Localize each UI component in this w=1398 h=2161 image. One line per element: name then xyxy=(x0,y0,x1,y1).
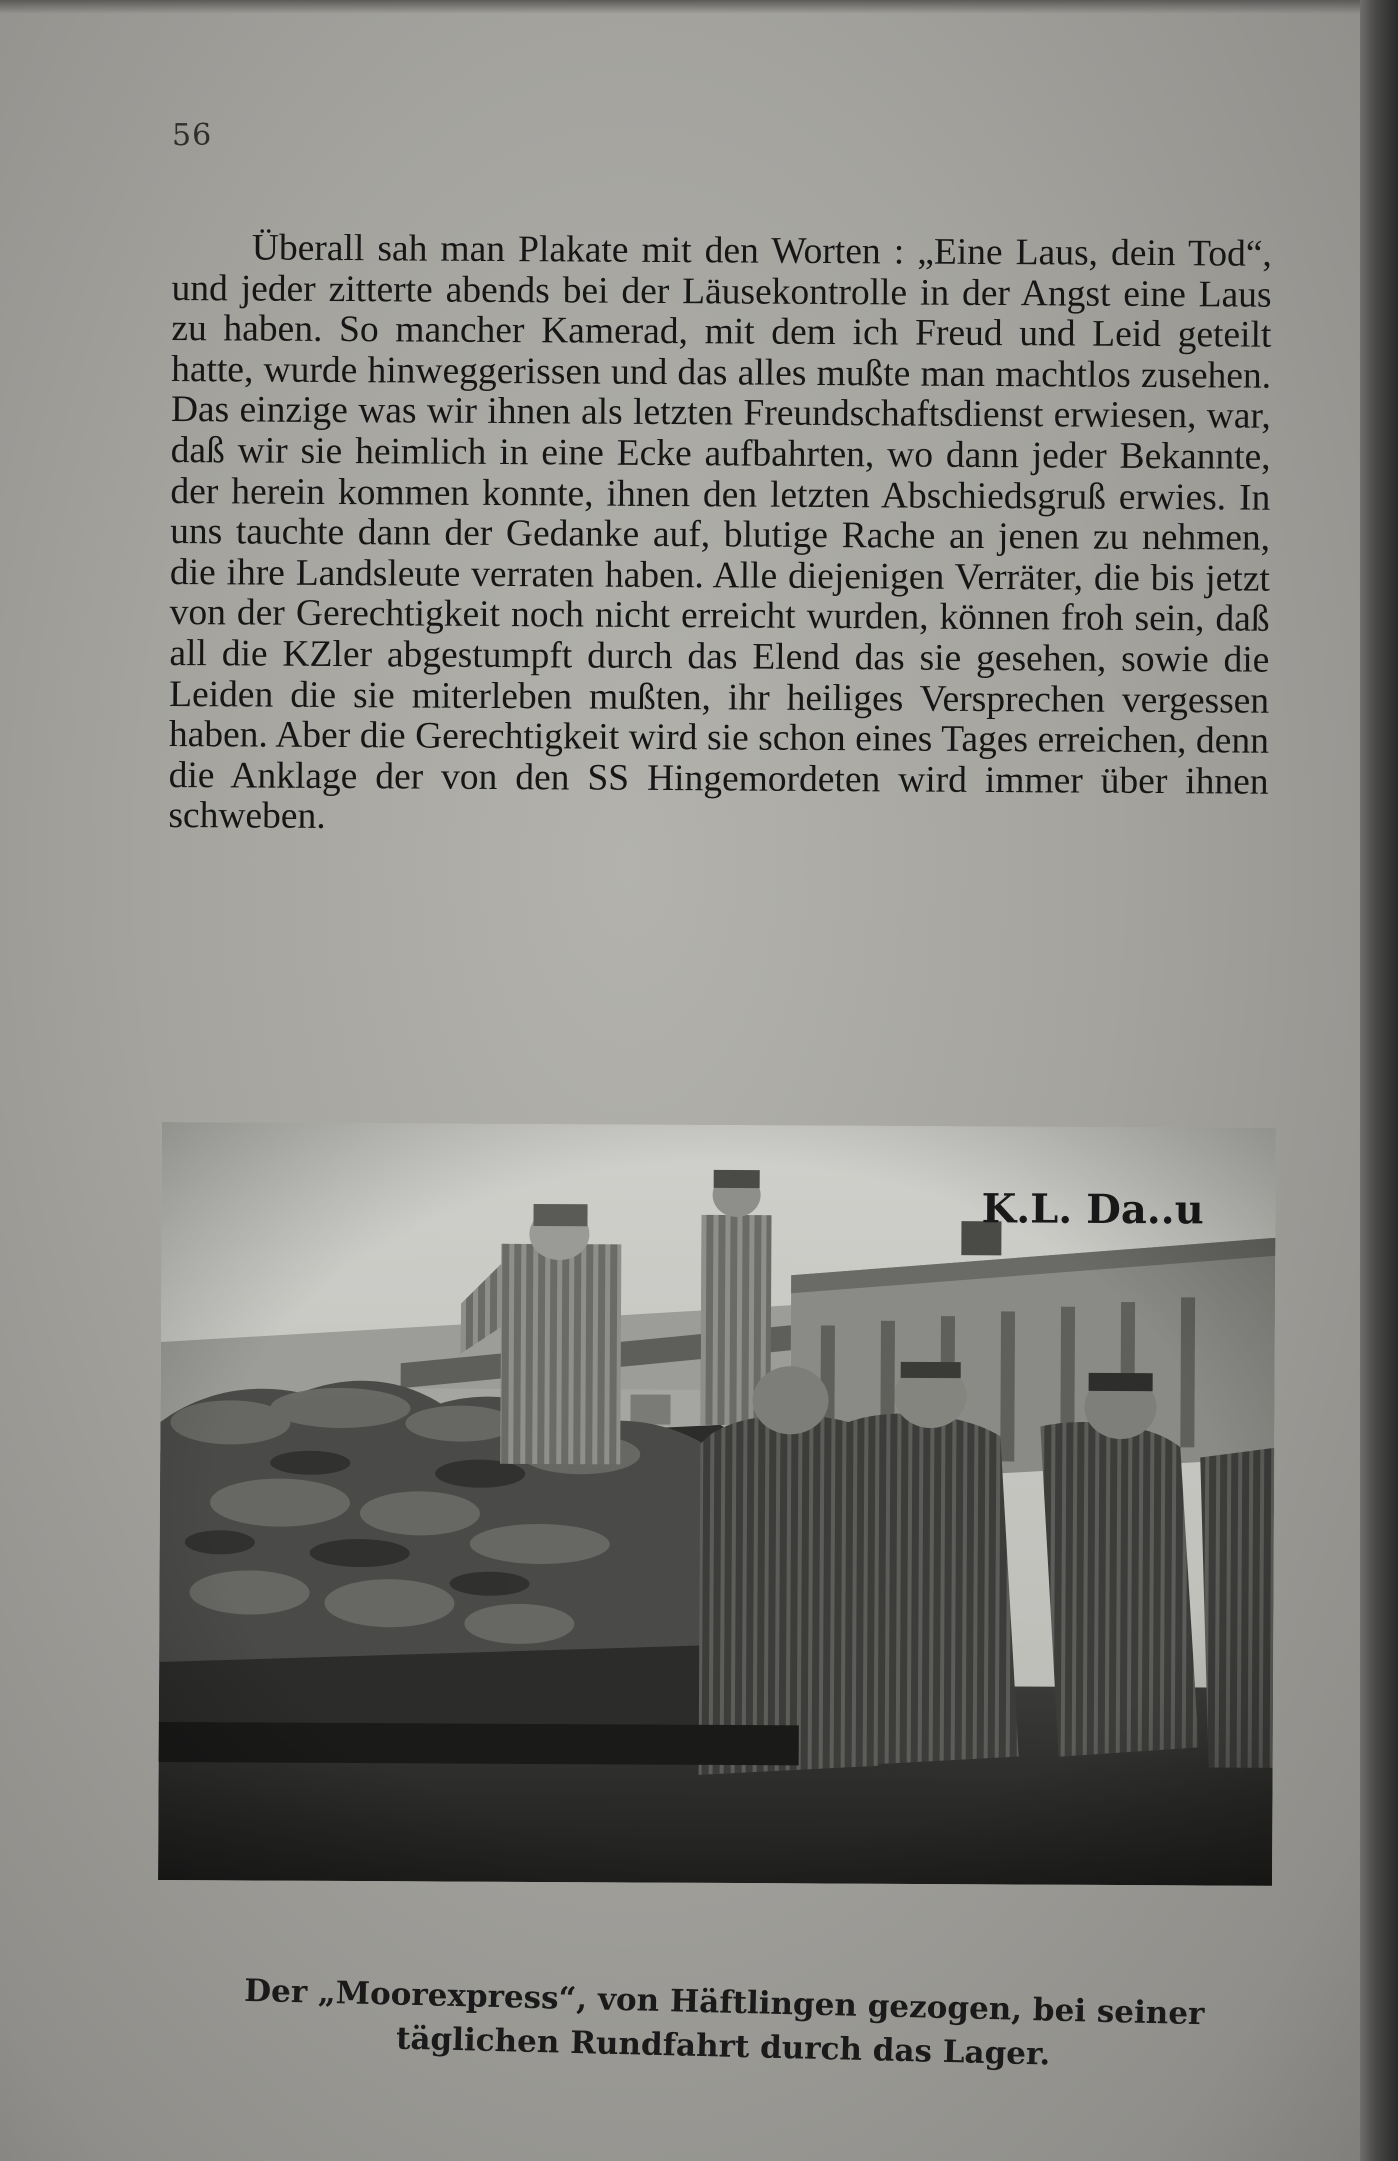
page-shadow-top xyxy=(0,0,1398,14)
page-number: 56 xyxy=(172,118,213,153)
photo-caption xyxy=(208,1968,1240,2081)
photograph xyxy=(158,1122,1276,1886)
photo-image xyxy=(158,1122,1276,1886)
caption-line-2: täglichen Rundfahrt durch das Lager. xyxy=(395,2020,1051,2073)
page-shadow-right xyxy=(1360,0,1398,2161)
caption-line-1: Der „Moorexpress“, von Häftlingen gezogen, bei seiner xyxy=(243,1972,1205,2033)
body-paragraph: Überall sah man Plakate mit den Worten : „Eine Laus, dein Tod“, und jeder zitterte abends bei der Läusekontrolle in der Angst eine Laus zu haben. So mancher Kamerad, mit dem ich Freud und Leid geteilt hatte, wurde hinweggerissen und das alles mußte man machtlos zusehen. Das einzige was wir ihnen als letzten Freundschaftsdienst erwiesen, war, daß wir sie heimlich in eine Ecke aufbahrten, wo dann jeder Bekannte, der herein kommen konnte, ihnen den letzten Abschiedsgruß erwies. In uns tauchte dann der Gedanke auf, blutige Rache an jenen zu nehmen, die ihre Landsleute verraten haben. Alle diejenigen Verräter, die bis jetzt von der Gerechtigkeit noch nicht erreicht wurden, können froh sein, daß all die KZler abgestumpft durch das Elend das sie gesehen, sowie die Leiden die sie miterleben mußten, ihr heiliges Versprechen vergessen haben. Aber die Gerechtigkeit wird sie schon eines Tages erreichen, denn die Anklage der von den SS Hingemordeten wird immer über ihnen schweben. xyxy=(168,227,1272,838)
